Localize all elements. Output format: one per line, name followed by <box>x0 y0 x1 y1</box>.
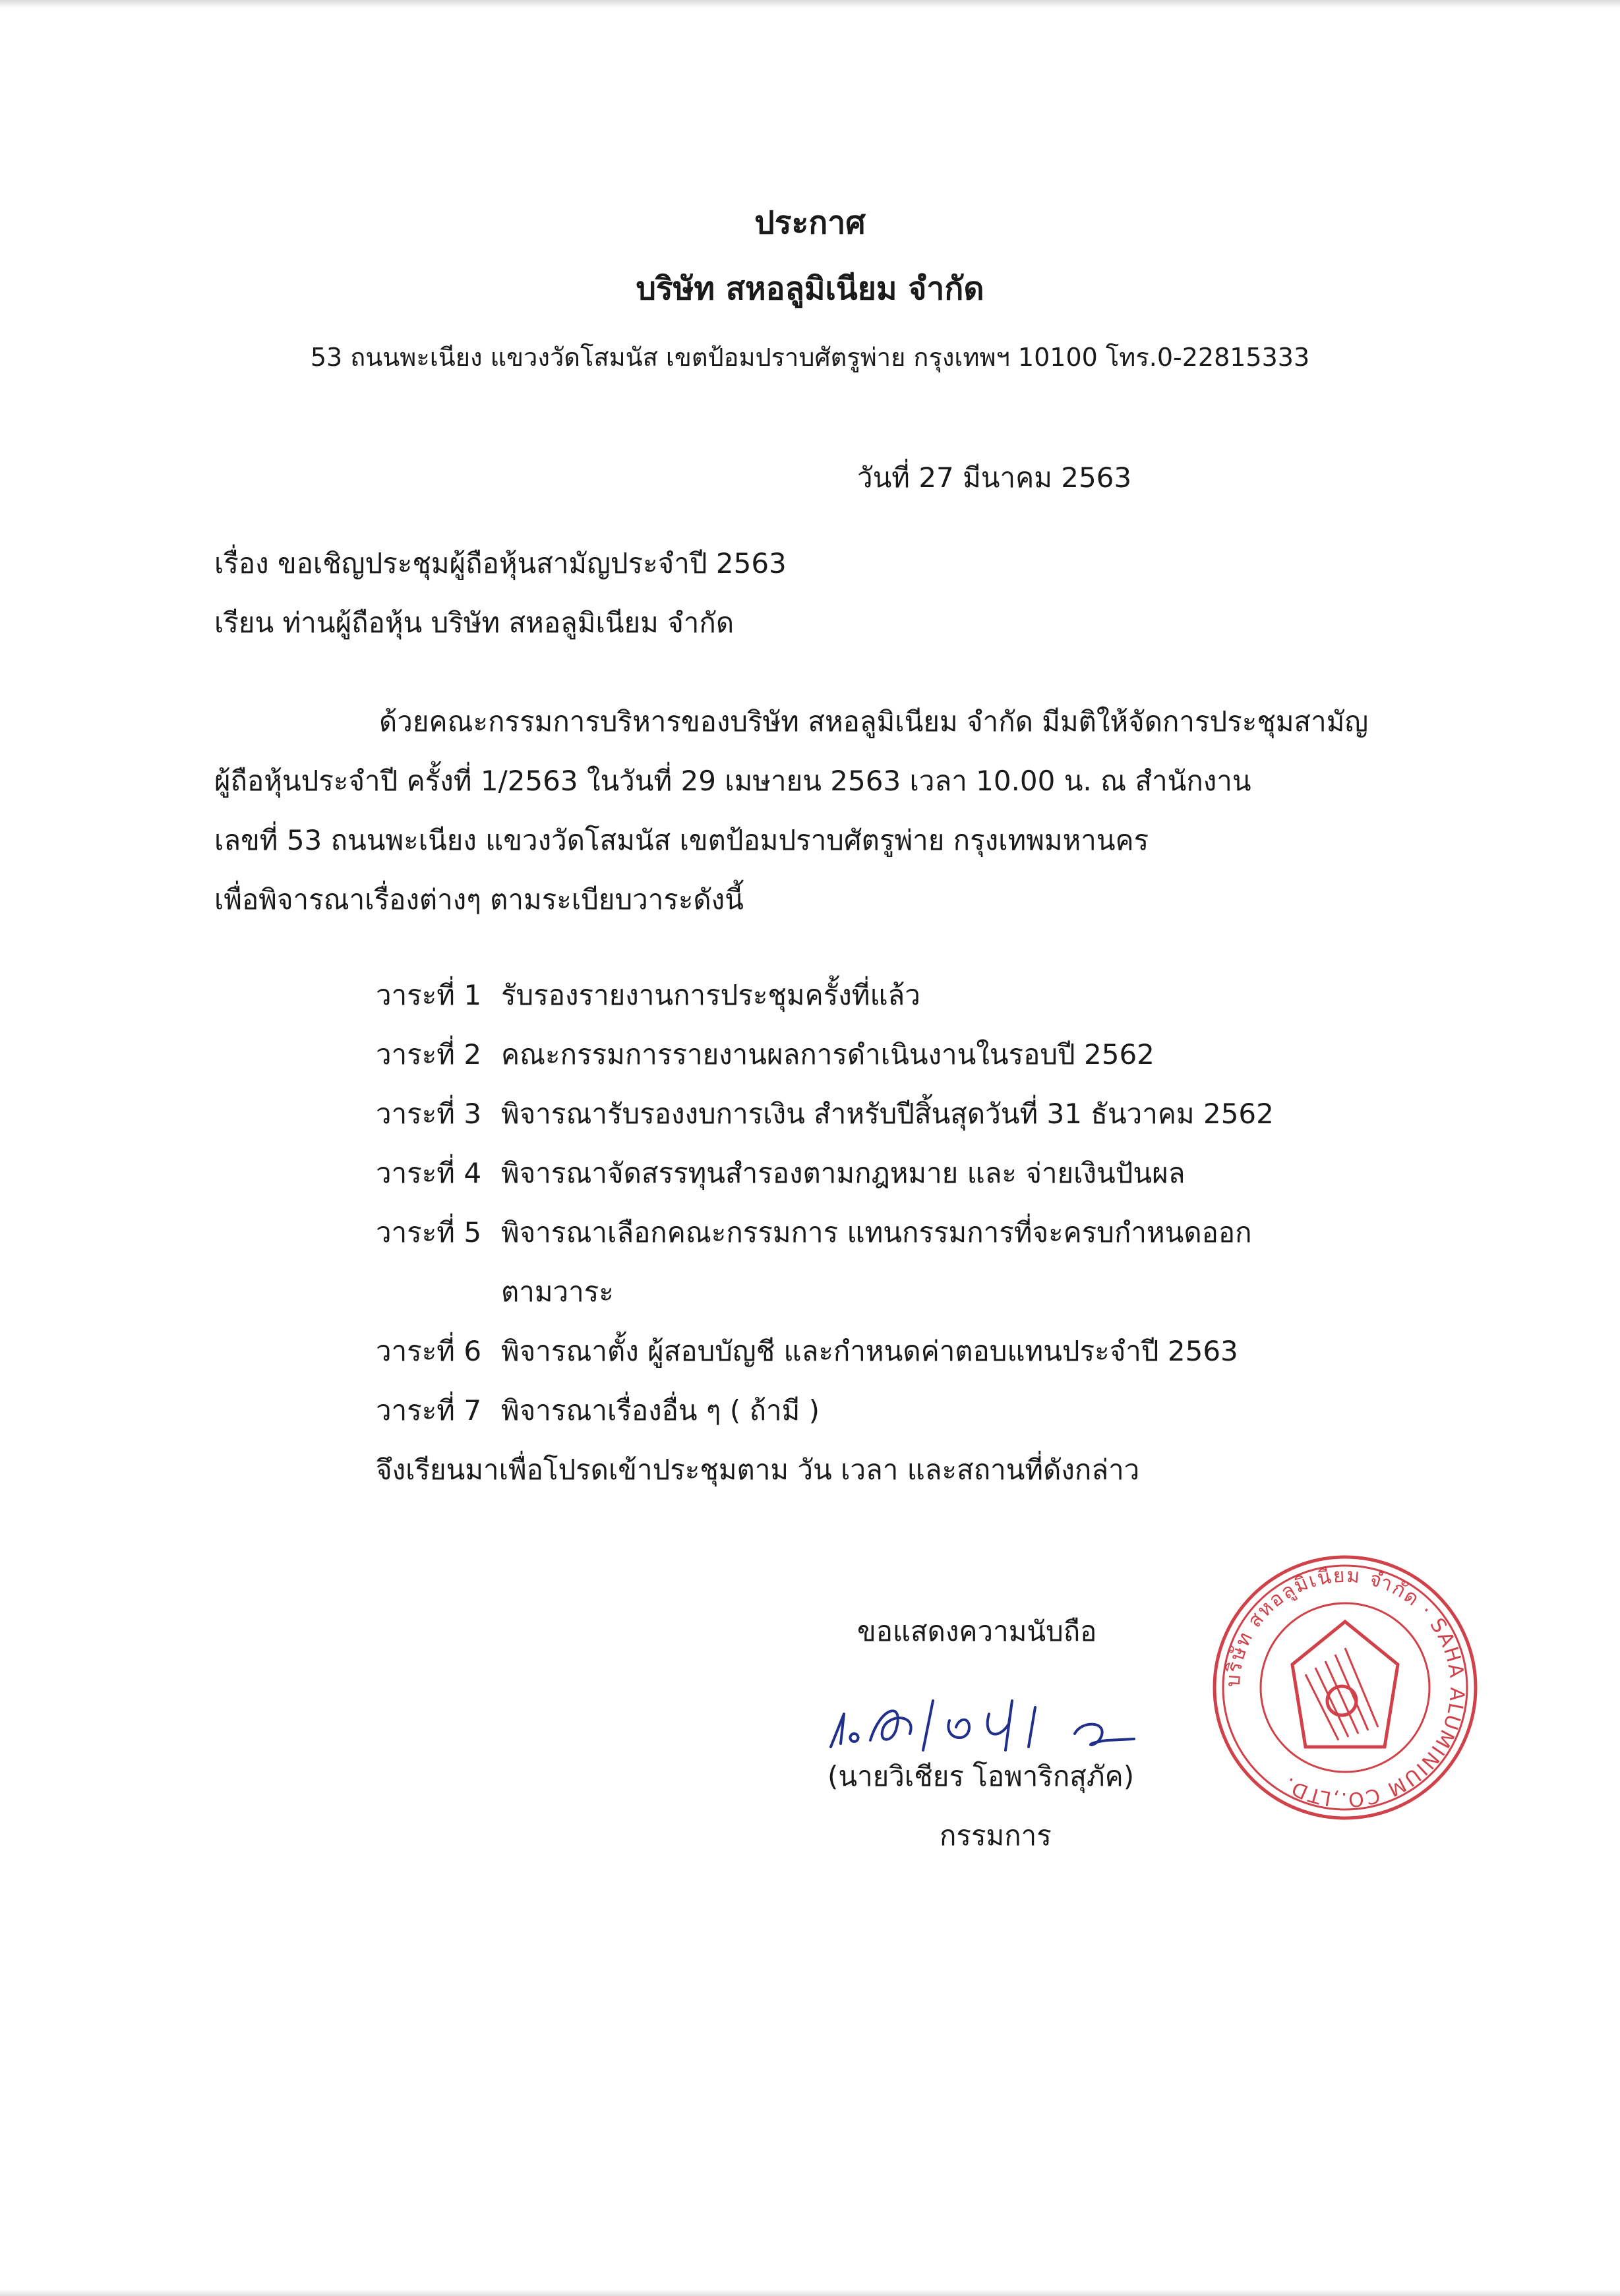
agenda-label: วาระที่ 1 <box>376 979 482 1011</box>
agenda-text: คณะกรรมการรายงานผลการดำเนินงานในรอบปี 2562 <box>501 1038 1155 1071</box>
agenda-text: พิจารณาตั้ง ผู้สอบบัญชี และกำหนดค่าตอบแทนประจำปี 2563 <box>501 1335 1238 1367</box>
company-name: บริษัท สหอลูมิเนียม จำกัด <box>636 270 984 307</box>
agenda-text: พิจารณาเลือกคณะกรรมการ แทนกรรมการที่จะครบกำหนดออก <box>501 1216 1252 1249</box>
body-line-1: ด้วยคณะกรรมการบริหารของบริษัท สหอลูมิเนียม จำกัด มีมติให้จัดการประชุมสามัญ <box>379 705 1369 738</box>
svg-text:บริษัท สหอลูมิเนียม จำกัด · SA: บริษัท สหอลูมิเนียม จำกัด · SAHA ALUMINIUM CO.,LTD. <box>1221 1564 1469 1811</box>
company-seal <box>1207 1549 1484 1826</box>
document-date: วันที่ 27 มีนาคม 2563 <box>857 461 1132 494</box>
agenda-label: วาระที่ 7 <box>376 1394 482 1427</box>
agenda-item <box>376 1038 1155 1071</box>
agenda-label: วาระที่ 2 <box>376 1038 482 1071</box>
document-title: ประกาศ <box>754 204 866 241</box>
agenda-item <box>376 1157 1185 1190</box>
agenda-item-continuation <box>501 1276 614 1309</box>
agenda-text: พิจารณารับรองงบการเงิน สำหรับปีสิ้นสุดวันที่ 31 ธันวาคม 2562 <box>501 1098 1274 1130</box>
signer-name: (นายวิเชียร โอพาริกสุภัค) <box>827 1760 1135 1792</box>
agenda-label: วาระที่ 4 <box>376 1157 482 1189</box>
body-line-2: ผู้ถือหุ้นประจำปี ครั้งที่ 1/2563 ในวันที่ 29 เมษายน 2563 เวลา 10.00 น. ณ สำนักงาน <box>214 765 1251 797</box>
agenda-item <box>376 1098 1274 1131</box>
agenda-text: พิจารณาจัดสรรทุนสำรองตามกฎหมาย และ จ่ายเงินปันผล <box>501 1157 1185 1189</box>
agenda-text: พิจารณาเรื่องอื่น ๆ ( ถ้ามี ) <box>501 1394 820 1427</box>
agenda-label: วาระที่ 3 <box>376 1098 482 1130</box>
closing-line: จึงเรียนมาเพื่อโปรดเข้าประชุมตาม วัน เวลา และสถานที่ดังกล่าว <box>376 1454 1140 1486</box>
company-address: 53 ถนนพะเนียง แขวงวัดโสมนัส เขตป้อมปราบศัตรูพ่าย กรุงเทพฯ 10100 โทร.0-22815333 <box>310 343 1310 372</box>
agenda-text: รับรองรายงานการประชุมครั้งที่แล้ว <box>501 979 920 1011</box>
agenda-item <box>376 1216 1252 1249</box>
subject-line: เรื่อง ขอเชิญประชุมผู้ถือหุ้นสามัญประจำปี 2563 <box>214 547 787 579</box>
agenda-text-continuation: ตามวาระ <box>501 1276 614 1308</box>
scan-edge-bottom <box>0 2289 1620 2296</box>
agenda-label: วาระที่ 5 <box>376 1216 482 1249</box>
agenda-item <box>376 1394 820 1427</box>
agenda-item <box>376 979 920 1012</box>
agenda-label: วาระที่ 6 <box>376 1335 482 1367</box>
recipient-line: เรียน ท่านผู้ถือหุ้น บริษัท สหอลูมิเนียม จำกัด <box>214 606 735 639</box>
regards-text: ขอแสดงความนับถือ <box>857 1615 1097 1647</box>
signer-position: กรรมการ <box>940 1819 1052 1852</box>
agenda-item <box>376 1335 1238 1368</box>
scan-edge-top <box>0 0 1620 8</box>
body-line-3: เลขที่ 53 ถนนพะเนียง แขวงวัดโสมนัส เขตป้อมปราบศัตรูพ่าย กรุงเทพมหานคร <box>214 824 1149 856</box>
body-line-4: เพื่อพิจารณาเรื่องต่างๆ ตามระเบียบวาระดังนี้ <box>214 883 744 916</box>
